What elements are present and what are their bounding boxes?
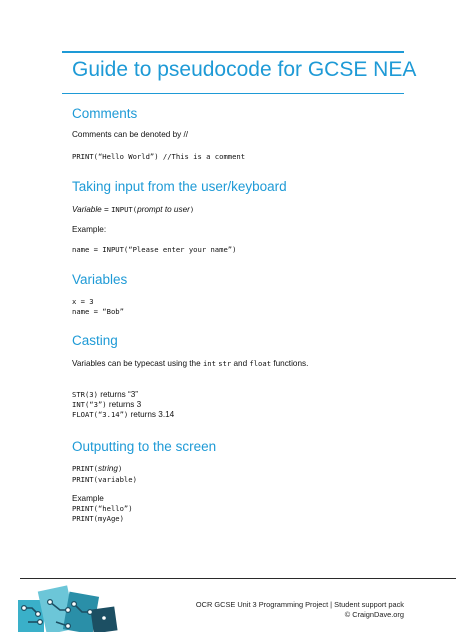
casting-line-3-result: returns 3.14 xyxy=(128,410,175,419)
comments-heading: Comments xyxy=(72,106,138,121)
input-example-code: name = INPUT(“Please enter your name”) xyxy=(72,245,237,254)
casting-line-2 xyxy=(72,400,141,409)
output-example-1: PRINT(“hello”) xyxy=(72,504,133,513)
output-line-1-argument: string xyxy=(97,464,118,473)
input-example-label: Example: xyxy=(72,225,107,234)
input-syntax-function: INPUT( xyxy=(111,205,138,214)
input-syntax-variable: Variable xyxy=(72,205,102,214)
output-example-2: PRINT(myAge) xyxy=(72,514,124,523)
casting-text-after: functions. xyxy=(271,359,309,368)
comments-code: PRINT(“Hello World”) //This is a comment xyxy=(72,152,246,161)
variables-line-1: x = 3 xyxy=(72,297,94,306)
input-syntax-equals: = xyxy=(101,205,112,214)
casting-line-1 xyxy=(72,390,138,399)
input-syntax-close: ) xyxy=(189,205,195,214)
output-line-2: PRINT(variable) xyxy=(72,475,137,484)
casting-heading: Casting xyxy=(72,333,118,348)
output-line-1-function: PRINT( xyxy=(72,464,98,473)
input-syntax xyxy=(72,205,194,214)
input-heading: Taking input from the user/keyboard xyxy=(72,179,287,194)
casting-text-before: Variables can be typecast using the xyxy=(72,359,203,368)
casting-line-3-code: FLOAT(“3.14”) xyxy=(72,410,129,419)
variables-heading: Variables xyxy=(72,272,128,287)
footer-rule xyxy=(20,578,456,579)
comments-text: Comments can be denoted by // xyxy=(72,130,189,139)
footer-line-1: OCR GCSE Unit 3 Programming Project | Student support pack xyxy=(195,600,404,609)
output-example-label: Example xyxy=(72,494,104,503)
footer-line-2: © CraignDave.org xyxy=(344,610,404,619)
casting-text xyxy=(72,359,308,368)
output-line-1 xyxy=(72,464,122,473)
title-top-rule xyxy=(62,51,404,53)
casting-text-and: and xyxy=(231,359,250,368)
casting-kw-int: int xyxy=(202,359,216,368)
title-bottom-rule xyxy=(62,93,404,94)
output-heading: Outputting to the screen xyxy=(72,439,217,454)
casting-line-1-code: STR(3) xyxy=(72,390,98,399)
casting-kw-float: float xyxy=(249,359,272,368)
output-line-1-close: ) xyxy=(118,464,123,473)
casting-kw-str: str xyxy=(218,359,232,368)
input-syntax-argument: prompt to user xyxy=(137,205,190,214)
casting-line-1-result: returns “3” xyxy=(97,390,139,399)
casting-line-2-code: INT(“3”) xyxy=(72,400,107,409)
casting-line-3 xyxy=(72,410,174,419)
page-title: Guide to pseudocode for GCSE NEA xyxy=(72,58,417,81)
circuit-logo-icon xyxy=(16,582,126,637)
casting-line-2-result: returns 3 xyxy=(106,400,142,409)
variables-line-2: name = “Bob” xyxy=(72,307,124,316)
